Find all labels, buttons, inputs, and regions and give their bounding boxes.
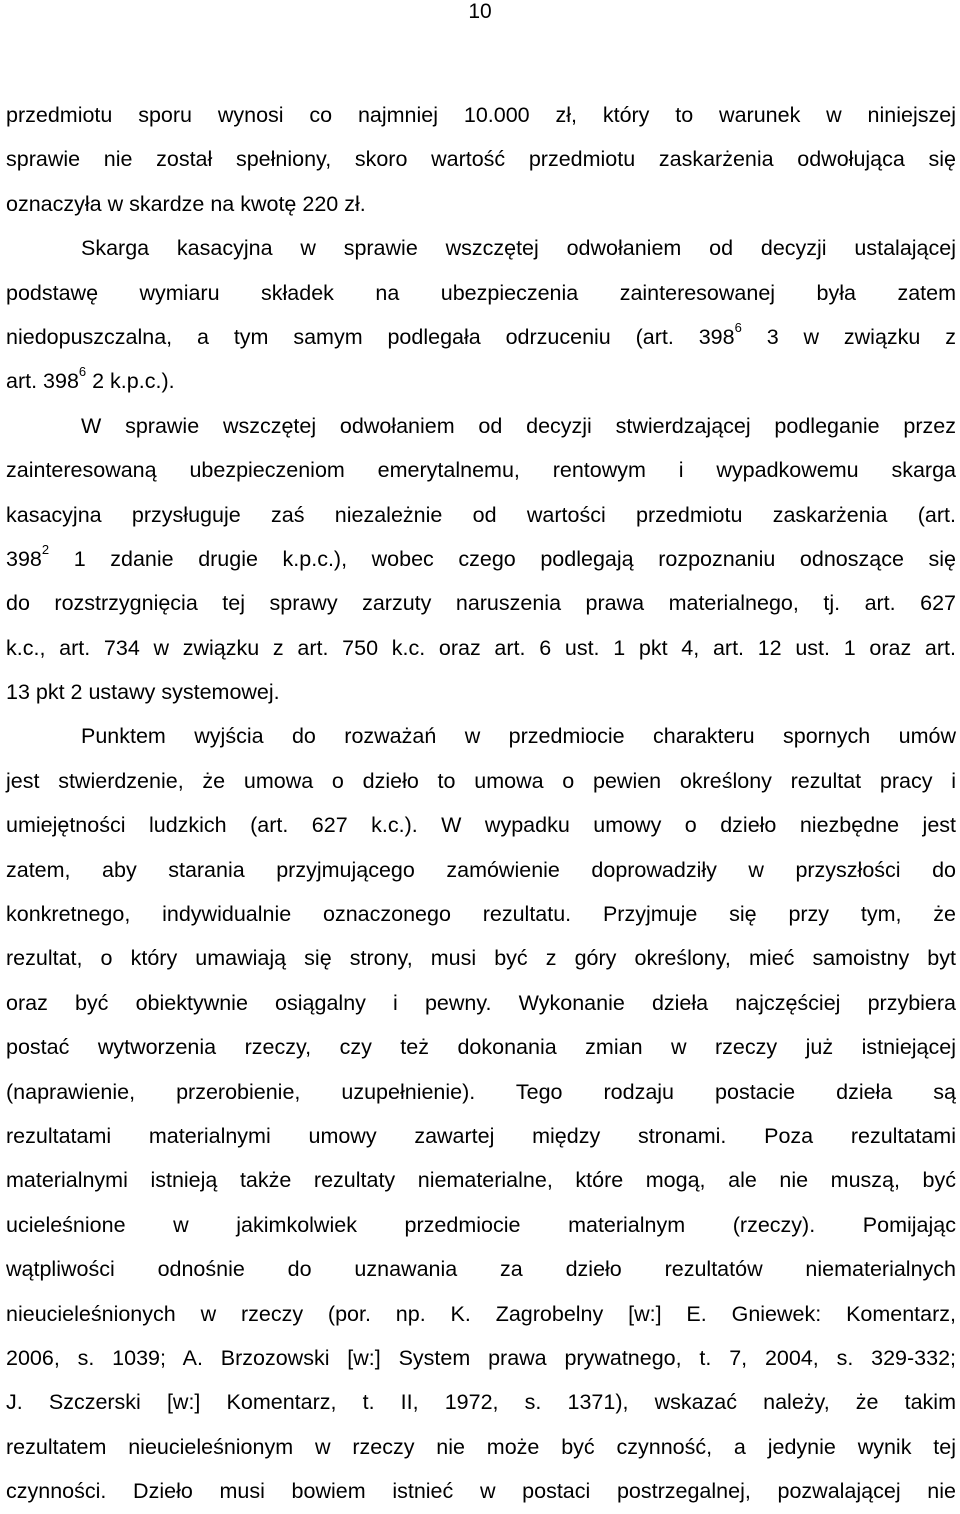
text-line: postać wytworzenia rzeczy, czy też dokonania zmian w rzeczy już istniejącej bbox=[6, 1035, 956, 1060]
page-number: 10 bbox=[468, 0, 492, 23]
text-line: kasacyjna przysługuje zaś niezależnie od wartości przedmiotu zaskarżenia (art. bbox=[6, 502, 956, 527]
text-line: rezultatami materialnymi umowy zawartej między stronami. Poza rezultatami bbox=[6, 1123, 956, 1148]
text-line: Punktem wyjścia do rozważań w przedmiocie charakteru spornych umów bbox=[81, 724, 956, 749]
text-segment: 3 w związku z bbox=[741, 324, 956, 349]
text-line: J. Szczerski [w:] Komentarz, t. II, 1972, s. 1371), wskazać należy, że takim bbox=[6, 1390, 956, 1415]
text-line: nieucieleśnionych w rzeczy (por. np. K. Zagrobelny [w:] E. Gniewek: Komentarz, bbox=[6, 1301, 956, 1326]
text-line: Skarga kasacyjna w sprawie wszczętej odwołaniem od decyzji ustalającej bbox=[81, 236, 956, 261]
text-line: 13 pkt 2 ustawy systemowej. bbox=[6, 680, 280, 705]
text-line: rezultat, o który umawiają się strony, musi być z góry określony, mieć samoistny byt bbox=[6, 946, 956, 971]
text-line: umiejętności ludzkich (art. 627 k.c.). W wypadku umowy o dzieło niezbędne jest bbox=[6, 813, 956, 838]
text-line: sprawie nie został spełniony, skoro wartość przedmiotu zaskarżenia odwołująca się bbox=[6, 147, 956, 172]
text-line: W sprawie wszczętej odwołaniem od decyzji stwierdzającej podleganie przez bbox=[81, 413, 956, 438]
text-segment: niedopuszczalna, a tym samym podlegała odrzuceniu (art. 398 bbox=[6, 324, 735, 349]
text-line: zatem, aby starania przyjmującego zamówienie doprowadziły w przyszłości do bbox=[6, 857, 956, 882]
text-line: podstawę wymiaru składek na ubezpieczenia zainteresowanej była zatem bbox=[6, 280, 956, 305]
text-line: 2006, s. 1039; A. Brzozowski [w:] System prawa prywatnego, t. 7, 2004, s. 329-332; bbox=[6, 1345, 956, 1370]
text-segment: 398 bbox=[6, 546, 42, 571]
text-line: oraz być obiektywnie osiągalny i pewny. Wykonanie dzieła najczęściej przybiera bbox=[6, 990, 956, 1015]
text-line: zainteresowaną ubezpieczeniom emerytalnemu, rentowym i wypadkowemu skarga bbox=[6, 458, 956, 483]
superscript: 6 bbox=[734, 319, 742, 335]
text-line: wątpliwości odnośnie do uznawania za dzieło rezultatów niematerialnych bbox=[6, 1257, 956, 1282]
text-segment: 1 zdanie drugie k.p.c.), wobec czego podlegają rozpoznaniu odnoszące się bbox=[49, 546, 956, 571]
text-line bbox=[6, 359, 956, 403]
text-line: oznaczyła w skardze na kwotę 220 zł. bbox=[6, 191, 366, 216]
document-body bbox=[6, 93, 956, 1514]
superscript: 2 bbox=[41, 541, 50, 557]
text-line bbox=[6, 315, 956, 359]
text-line: rezultatem nieucieleśnionym w rzeczy nie może być czynność, a jedynie wynik tej bbox=[6, 1434, 956, 1459]
text-line: jest stwierdzenie, że umowa o dzieło to umowa o pewien określony rezultat pracy i bbox=[6, 768, 956, 793]
text-segment: art. 398 bbox=[6, 369, 79, 394]
superscript: 6 bbox=[78, 364, 87, 380]
text-line bbox=[6, 537, 956, 581]
text-line: do rozstrzygnięcia tej sprawy zarzuty naruszenia prawa materialnego, tj. art. 627 bbox=[6, 591, 956, 616]
text-line: ucieleśnione w jakimkolwiek przedmiocie materialnym (rzeczy). Pomijając bbox=[6, 1212, 956, 1237]
text-line: k.c., art. 734 w związku z art. 750 k.c. oraz art. 6 ust. 1 pkt 4, art. 12 ust. 1 oraz art. bbox=[6, 635, 956, 660]
text-segment: 2 k.p.c.). bbox=[86, 369, 175, 394]
text-line: konkretnego, indywidualnie oznaczonego rezultatu. Przyjmuje się przy tym, że bbox=[6, 902, 956, 927]
text-line: materialnymi istnieją także rezultaty niematerialne, które mogą, ale nie muszą, być bbox=[6, 1168, 956, 1193]
text-line: czynności. Dzieło musi bowiem istnieć w postaci postrzegalnej, pozwalającej nie bbox=[6, 1479, 956, 1504]
text-line: (naprawienie, przerobienie, uzupełnienie). Tego rodzaju postacie dzieła są bbox=[6, 1079, 956, 1104]
text-line: przedmiotu sporu wynosi co najmniej 10.000 zł, który to warunek w niniejszej bbox=[6, 103, 956, 127]
